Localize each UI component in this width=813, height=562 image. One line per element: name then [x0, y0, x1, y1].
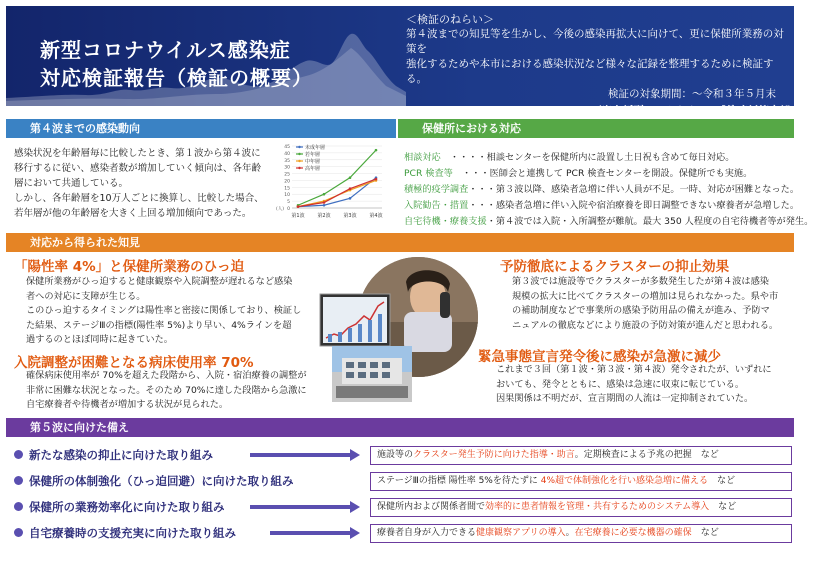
wave5-item-efficiency — [14, 498, 225, 516]
report-title-line1: 新型コロナウイルス感染症 — [40, 38, 291, 62]
wave5-measure-infection-prevention — [370, 446, 792, 465]
report-title-line2: 対応検証報告（検証の概要） — [40, 66, 313, 90]
wave5-item-home-care-support — [14, 524, 236, 542]
text-line: おいても、発令とともに、感染は急速に収束に転じている。 — [496, 378, 745, 390]
data-point — [297, 205, 300, 208]
measure-highlight: 健康観察アプリの導入 — [476, 528, 566, 538]
row-label: 入院勧告・措置 — [404, 200, 469, 211]
item-label: 新たな感染の抑止に向けた取り組み — [29, 448, 213, 462]
text-line: 非常に困難な状況となった。そのため 70%に達した段階から急激に — [26, 384, 307, 396]
bullet-icon — [14, 476, 23, 485]
wave5-item-system-strengthening — [14, 472, 294, 490]
legend-label: 中年層 — [305, 158, 321, 165]
y-tick-label: 45 — [284, 145, 290, 150]
data-point — [323, 204, 326, 207]
knowledge-emergency-title: 緊急事態宣言発令後に感染が急激に減少 — [478, 349, 721, 365]
health-center-row-consultation — [404, 150, 734, 165]
legend-marker — [298, 153, 300, 155]
data-point — [349, 197, 352, 200]
measure-highlight: クラスター発生予防に向けた指導・助言 — [413, 450, 575, 460]
health-center-row-home-care — [404, 214, 813, 229]
row-label: PCR 検査等 — [404, 168, 453, 179]
data-point — [375, 178, 378, 181]
y-tick-label: 25 — [284, 172, 290, 178]
knowledge-cluster-title: 予防徹底によるクラスターの抑止効果 — [500, 259, 730, 275]
measure-highlight: 4%超で体制強化を行い感染急増に備える — [540, 476, 708, 486]
knowledge-bed-usage-text — [26, 369, 326, 413]
text-line: の補助制度などで事業所の感染予防用品の備えが進み、予防マ — [512, 305, 770, 317]
knowledge-emergency-text — [496, 363, 792, 407]
y-tick-label: 10 — [284, 193, 290, 199]
text-line: 過するのとほぼ同時に起きていた。 — [26, 334, 173, 346]
measure-highlight: 在宅療養に必要な機器の確保 — [574, 528, 692, 538]
series-line — [298, 180, 376, 206]
legend-marker — [298, 146, 300, 148]
legend-label: 若年層 — [305, 151, 321, 158]
bullet-icon — [14, 450, 23, 459]
y-unit-label: (人) — [276, 207, 285, 212]
row-label: 自宅待機・療養支援 — [404, 216, 487, 227]
arrow-right-icon — [270, 527, 380, 539]
legend-label: 未成年層 — [305, 144, 326, 151]
measure-text: 。 — [565, 528, 575, 538]
y-tick-label: 15 — [284, 186, 290, 192]
wave5-measure-efficiency — [370, 498, 792, 517]
data-point — [323, 201, 326, 204]
text-line: た結果、ステージⅢの指標(陽性率 5%)より早い、4%ラインを超 — [26, 319, 292, 331]
measure-text: 保健所内および関係者間で — [377, 502, 486, 512]
verification-aim — [406, 12, 790, 119]
measure-text: 施設等の — [377, 450, 414, 460]
legend-marker — [298, 160, 300, 162]
organization-name: 西宮市新型コロナウイルス感染症対策本部 — [591, 105, 790, 117]
trend-heading: 第４波までの感染動向 — [6, 119, 396, 138]
y-tick-label: 5 — [287, 200, 290, 206]
measure-highlight: 効率的に患者情報を管理・共有するためのシステム導入 — [485, 502, 710, 512]
measure-text: 療養者自身が入力できる — [377, 528, 477, 538]
measure-text: など — [691, 528, 719, 538]
wave5-measure-home-care-support — [370, 524, 792, 543]
arrow-right-icon — [250, 449, 360, 461]
data-point — [349, 187, 352, 190]
text-line: ニュアルの徹底などにより施設の予防対策が進んだと思われる。 — [512, 319, 779, 331]
y-tick-label: 30 — [284, 165, 290, 171]
text-line: 第３波では施設等でクラスターが多数発生したが第４波は感染 — [512, 276, 769, 287]
trend-text-line: 感染状況を年齢層毎に比較したとき、第１波から第４波に — [14, 148, 261, 159]
data-point — [375, 149, 378, 152]
bullet-icon — [14, 502, 23, 511]
text-line: 保健所業務がひっ迫すると健康観察や入院調整が遅れるなど感染 — [26, 276, 293, 287]
row-label: 相談対応 — [404, 152, 441, 163]
y-tick-label: 20 — [284, 179, 290, 185]
row-text: ・・・第３波以降、感染者急増に伴い人員が不足。一時、対応が困難となった。 — [468, 184, 800, 195]
knowledge-bed-usage-title: 入院調整が困難となる病床使用率 70% — [14, 355, 254, 371]
trend-text-line: しかし、各年齢層を10万人ごとに換算し、比較した場合、 — [14, 193, 264, 204]
health-center-heading: 保健所における対応 — [398, 119, 794, 138]
x-tick-label: 第2波 — [317, 213, 331, 219]
measure-text: など — [708, 476, 736, 486]
measure-text: 。定期検査による予兆の把握 など — [574, 450, 719, 460]
series-line — [298, 178, 376, 207]
text-line: このひっ迫するタイミングは陽性率と密接に関係しており、検証し — [26, 305, 302, 317]
age-group-line-chart — [274, 138, 386, 226]
y-tick-label: 0 — [287, 207, 290, 212]
aim-text-line1: 第４波までの知見等を生かし、今後の感染再拡大に向けて、更に保健所業務の対策を — [406, 28, 784, 55]
trend-text-line: 層において共通している。 — [14, 178, 129, 189]
trend-text-line: 移行するに従い、感染者数が増加していく傾向は、各年齢 — [14, 163, 262, 174]
health-center-row-hospitalization — [404, 198, 799, 213]
data-point — [323, 193, 326, 196]
arrow-right-icon — [250, 501, 360, 513]
item-label: 保健所の業務効率化に向けた取り組み — [29, 500, 225, 514]
row-text: ・・・感染者急増に伴い入院や宿泊療養を即日調整できない療養者が急増した。 — [468, 200, 800, 211]
knowledge-positivity-text — [26, 275, 326, 348]
text-line: 自宅療養者や待機者が増加する状況が見られた。 — [26, 399, 229, 411]
text-line: 者への対応に支障が生じる。 — [26, 290, 146, 302]
x-tick-label: 第3波 — [343, 213, 357, 219]
measure-text: など — [709, 502, 737, 512]
text-line: 因果関係は不明だが、宣言期間の人流は一定抑制されていた。 — [496, 393, 754, 405]
trend-text — [14, 146, 284, 221]
text-line: これまで３回（第１波・第３波・第４波）発令されたが、いずれに — [496, 364, 772, 375]
row-text: ・・・医師会と連携して PCR 検査センターを開設。保健所でも実施。 — [452, 168, 753, 179]
x-tick-label: 第4波 — [369, 213, 383, 219]
item-label: 保健所の体制強化（ひっ迫回避）に向けた取り組み — [29, 474, 294, 488]
wave5-measure-system-strengthening — [370, 472, 792, 491]
knowledge-cluster-text — [512, 275, 792, 333]
report-header — [6, 6, 794, 117]
row-text: ・・・・相談センターを保健所内に設置し土日祝も含めて毎日対応。 — [440, 152, 735, 163]
knowledge-positivity-title: 「陽性率 4%」と保健所業務のひっ迫 — [14, 259, 245, 275]
item-label: 自宅療養時の支援充実に向けた取り組み — [29, 526, 236, 540]
measure-text: ステージⅢの指標 陽性率 5%を待たずに — [377, 476, 541, 486]
health-center-row-pcr — [404, 166, 752, 181]
legend-marker — [298, 167, 300, 169]
row-label: 積極的疫学調査 — [404, 184, 469, 195]
y-tick-label: 35 — [284, 158, 290, 164]
text-line: 確保病床使用率が 70%を超えた段階から、入院・宿泊療養の調整が — [26, 370, 307, 381]
aim-text-line2: 強化するためや本市における感染状況など様々な記録を整理するために検証する。 — [406, 58, 774, 85]
y-tick-label: 40 — [284, 151, 290, 157]
aim-period: 検証の対象期間：～令和３年５月末 — [608, 88, 776, 100]
legend-label: 高年層 — [305, 165, 321, 172]
health-center-row-epidemiology — [404, 182, 799, 197]
bullet-icon — [14, 528, 23, 537]
call-center-and-hospital-photos — [318, 262, 480, 402]
series-line — [298, 179, 376, 207]
knowledge-heading: 対応から得られた知見 — [6, 233, 794, 252]
text-line: 規模の拡大に比べてクラスターの増加は見られなかった。県や市 — [512, 290, 779, 302]
aim-title: ＜検証のねらい＞ — [406, 13, 494, 26]
data-point — [349, 176, 352, 179]
row-text: ・第４波では入院・入所調整が難航。最大 350 人程度の自宅待機者等が発生。 — [486, 216, 813, 227]
trend-text-line: 若年層が他の年齢層を大きく上回る増加傾向であった。 — [14, 208, 252, 219]
wave5-heading: 第５波に向けた備え — [6, 418, 794, 437]
wave5-item-infection-prevention — [14, 446, 213, 464]
x-tick-label: 第1波 — [291, 213, 305, 219]
